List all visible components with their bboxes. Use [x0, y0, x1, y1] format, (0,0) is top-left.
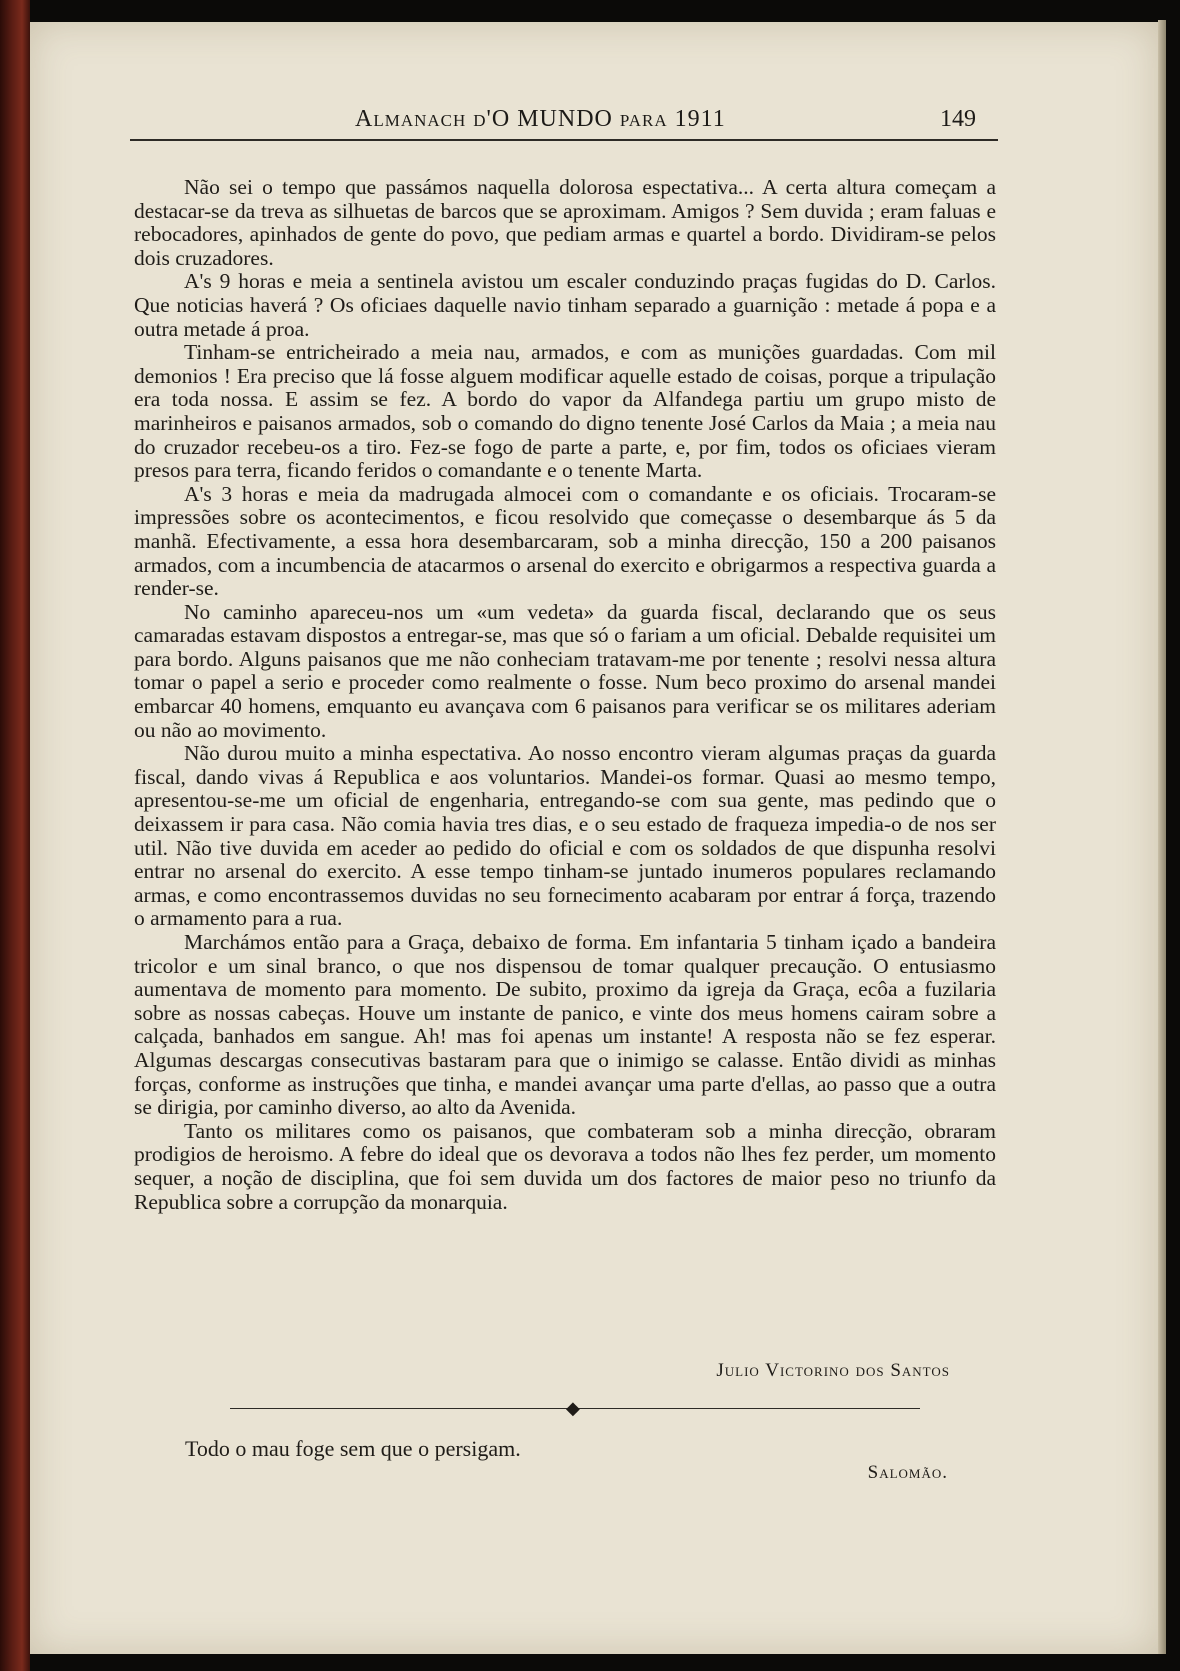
paragraph: Tanto os militares como os paisanos, que combateram sob a minha direcção, obraram prodigios de heroismo. A febre do ideal que os devorava a todos não lhes fez perder, um momento sequer, a noção de disciplina, que foi sem duvida um dos factores de maior peso no triunfo da Republica sobre a corrupção da monarquia.: [134, 1118, 996, 1214]
proverb-text: Todo o mau foge sem que o persigam.: [185, 1436, 521, 1461]
running-title: Almanach d'O MUNDO para 1911: [355, 106, 726, 132]
book-spine: [0, 0, 30, 1671]
page-edge: [1158, 20, 1166, 1654]
page-number: 149: [940, 106, 976, 132]
header-rule: [130, 139, 998, 141]
divider-ornament: ◆: [566, 1398, 580, 1419]
article-body: [134, 176, 996, 1214]
paragraph: A's 9 horas e meia a sentinela avistou um escaler conduzindo praças fugidas do D. Carlos. Que noticias haverá ? Os oficiaes daquelle navio tinham separado a guarnição : metade á popa e a outra metade á proa.: [134, 269, 996, 341]
paragraph: Não durou muito a minha espectativa. Ao nosso encontro vieram algumas praças da guarda fiscal, dando vivas á Republica e aos voluntarios. Mandei-os formar. Quasi ao mesmo tempo, apresentou-se-me um oficial de engenharia, entregando-se com sua gente, mas pedindo que o deixassem ir para casa. Não comia havia tres dias, e o seu estado de fraqueza impedia-o de nos ser util. Não tive duvida em aceder ao pedido do oficial e com os soldados de que dispunha resolvi entrar no arsenal do exercito. A esse tempo tinham-se juntado inumeros populares reclamando armas, e como encontrassemos duvidas no seu fornecimento acabaram por entrar á força, trazendo o armamento para a rua.: [134, 741, 996, 931]
paragraph: Tinham-se entricheirado a meia nau, armados, e com as munições guardadas. Com mil demonios ! Era preciso que lá fosse alguem modificar aquelle estado de coisas, porque a tripulação era toda nossa. E assim se fez. A bordo do vapor da Alfandega partiu um grupo misto de marinheiros e paisanos armados, sob o comando do digno tenente José Carlos da Maia ; a meia nau do cruzador recebeu-os a tiro. Fez-se fogo de parte a parte, e, por fim, todos os oficiaes vieram presos para terra, ficando feridos o comandante e o tenente Marta.: [134, 340, 996, 483]
paragraph: Não sei o tempo que passámos naquella dolorosa espectativa... A certa altura começam a destacar-se da treva as silhuetas de barcos que se aproximam. Amigos ? Sem duvida ; eram faluas e rebocadores, apinhados de gente do povo, que pediam armas e quartel a bordo. Dividiram-se pelos dois cruzadores.: [134, 175, 996, 270]
paragraph: No caminho apareceu-nos um «um vedeta» da guarda fiscal, declarando que os seus camaradas estavam dispostos a entregar-se, mas que só o fariam a um oficial. Debalde requisitei um para bordo. Alguns paisanos que me não conheciam tratavam-me por tenente ; resolvi nessa altura tomar o papel a serio e proceder como realmente o fosse. Num beco proximo do arsenal mandei embarcar 40 homens, emquanto eu avançava com 6 paisanos para verificar se os militares aderiam ou não ao movimento.: [134, 599, 996, 742]
paragraph: A's 3 horas e meia da madrugada almocei com o comandante e os oficiais. Trocaram-se impressões sobre os acontecimentos, e ficou resolvido que começasse o desembarque ás 5 da manhã. Efectivamente, a essa hora desembarcaram, sob a minha direcção, 150 a 200 paisanos armados, com a incumbencia de atacarmos o arsenal do exercito e obrigarmos a respectiva guarda a render-se.: [134, 481, 996, 601]
article-signature: Julio Victorino dos Santos: [716, 1360, 950, 1381]
proverb-author: Salomão.: [867, 1462, 948, 1483]
paragraph: Marchámos então para a Graça, debaixo de forma. Em infantaria 5 tinham içado a bandeira tricolor e um sinal branco, o que nos dispensou de tomar qualquer precaução. O entusiasmo aumentava de momento para momento. De subito, proximo da igreja da Graça, ecôa a fuzilaria sobre as nossas cabeças. Houve um instante de panico, e vinte dos meus homens cairam sobre a calçada, banhados em sangue. Ah! mas foi apenas um instante! A resposta não se fez esperar. Algumas descargas consecutivas bastaram para que o inimigo se calasse. Então dividi as minhas forças, conforme as instruções que tinha, e mandei avançar uma parte d'ellas, ao passo que a outra se dirigia, por caminho diverso, ao alto da Avenida.: [134, 930, 996, 1120]
